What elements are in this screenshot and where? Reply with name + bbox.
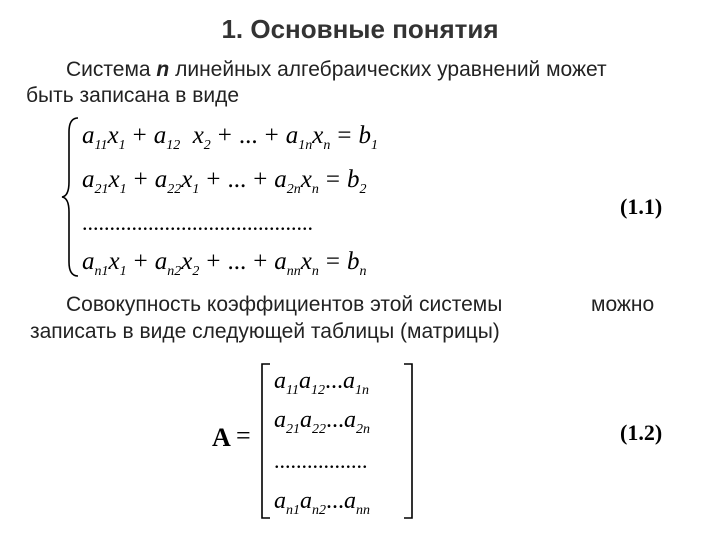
math-subscript: 2: [203, 138, 211, 153]
math-subscript: 1n: [298, 138, 313, 153]
intro-line-2: быть записана в виде: [26, 84, 240, 107]
math-ellipsis: ...: [326, 407, 344, 433]
math-operator: +: [206, 248, 221, 275]
math-symbol: a: [342, 368, 355, 394]
math-subscript: n: [323, 138, 331, 153]
math-subscript: 1: [192, 182, 200, 197]
math-symbol: x: [180, 122, 204, 149]
math-symbol: a: [298, 368, 311, 394]
math-subscript: 1: [118, 138, 126, 153]
math-symbol: a: [153, 122, 167, 149]
math-subscript: 2n: [286, 182, 301, 197]
math-subscript: 21: [94, 182, 109, 197]
equation-number-1-1: (1.1): [620, 194, 663, 219]
math-symbol: b: [358, 122, 371, 149]
equation-row-n: [82, 248, 367, 279]
math-operator: =: [325, 166, 341, 193]
math-subscript: 11: [286, 383, 299, 398]
equation-number-1-2: (1.2): [620, 420, 663, 445]
math-subscript: n1: [286, 503, 300, 518]
math-symbol: x: [107, 122, 119, 149]
math-subscript: 1: [370, 138, 378, 153]
math-operator: +: [133, 248, 148, 275]
matrix-row-2: [274, 407, 370, 437]
math-operator: =: [337, 122, 352, 149]
para2-line-1-end: можно: [591, 293, 655, 316]
math-operator: +: [206, 166, 221, 193]
math-subscript: 1: [119, 182, 127, 197]
equation-row-1: [82, 122, 378, 153]
math-symbol: a: [300, 488, 312, 514]
math-symbol: a: [285, 122, 299, 149]
para2-text-a: Совокупность коэффициентов этой системы: [66, 293, 503, 316]
math-symbol: a: [274, 488, 286, 514]
math-subscript: 21: [286, 422, 300, 437]
math-symbol: b: [347, 248, 360, 275]
math-subscript: 12: [166, 138, 181, 153]
matrix-row-n: [274, 488, 370, 518]
math-symbol: x: [300, 166, 312, 193]
math-operator: +: [132, 122, 147, 149]
math-subscript: n1: [94, 264, 109, 279]
math-subscript: 12: [310, 383, 325, 398]
math-subscript: n2: [167, 264, 182, 279]
math-subscript: 2: [359, 182, 367, 197]
para2-line-2: записать в виде следующей таблицы (матрицы): [30, 320, 500, 343]
math-symbol: a: [154, 166, 168, 193]
matrix-row-1: [274, 368, 369, 398]
intro-variable-n: n: [156, 58, 170, 81]
matrix-name: A: [212, 423, 231, 452]
math-symbol: a: [344, 488, 356, 514]
math-symbol: a: [274, 407, 286, 433]
math-subscript: 2: [192, 264, 200, 279]
equation-row-2: [82, 166, 367, 197]
math-ellipsis: ...: [324, 368, 343, 394]
slide-title: 1. Основные понятия: [221, 14, 499, 44]
matrix-dots-row: .................: [274, 448, 368, 473]
math-subscript: 1: [119, 264, 127, 279]
math-subscript: n: [311, 182, 319, 197]
math-subscript: 22: [312, 422, 326, 437]
math-ellipsis: ...: [238, 122, 258, 149]
math-subscript: nn: [356, 503, 370, 518]
math-operator: +: [253, 248, 268, 275]
para2-line-1: [66, 293, 502, 317]
math-subscript: n: [311, 264, 319, 279]
math-subscript: 22: [167, 182, 182, 197]
matrix-equals: =: [236, 421, 251, 450]
math-subscript: n: [359, 264, 367, 279]
math-ellipsis: ...: [227, 166, 247, 193]
intro-text-after: линейных алгебраических уравнений может: [169, 58, 607, 81]
math-symbol: a: [300, 407, 312, 433]
math-operator: +: [217, 122, 232, 149]
math-symbol: x: [300, 248, 312, 275]
math-symbol: a: [82, 248, 95, 275]
equation-dots-row: ..........................................: [82, 210, 313, 235]
math-symbol: x: [312, 122, 324, 149]
math-subscript: 11: [94, 138, 108, 153]
math-operator: +: [133, 166, 148, 193]
math-symbol: x: [181, 166, 193, 193]
math-symbol: a: [82, 166, 95, 193]
math-ellipsis: ...: [227, 248, 247, 275]
math-symbol: a: [154, 248, 168, 275]
math-symbol: a: [344, 407, 356, 433]
math-operator: +: [264, 122, 279, 149]
math-subscript: 2n: [356, 422, 370, 437]
math-subscript: 1n: [354, 383, 369, 398]
math-subscript: nn: [286, 264, 301, 279]
math-operator: +: [253, 166, 268, 193]
math-symbol: x: [108, 248, 120, 275]
intro-line-1: [66, 58, 607, 82]
math-symbol: x: [181, 248, 193, 275]
math-symbol: a: [274, 368, 286, 394]
math-symbol: a: [274, 248, 287, 275]
math-symbol: a: [82, 122, 95, 149]
math-subscript: n2: [312, 503, 326, 518]
math-operator: =: [325, 248, 341, 275]
intro-text-before: Система: [66, 58, 157, 81]
math-symbol: a: [274, 166, 287, 193]
math-symbol: x: [108, 166, 120, 193]
math-symbol: b: [347, 166, 360, 193]
math-ellipsis: ...: [326, 488, 344, 514]
